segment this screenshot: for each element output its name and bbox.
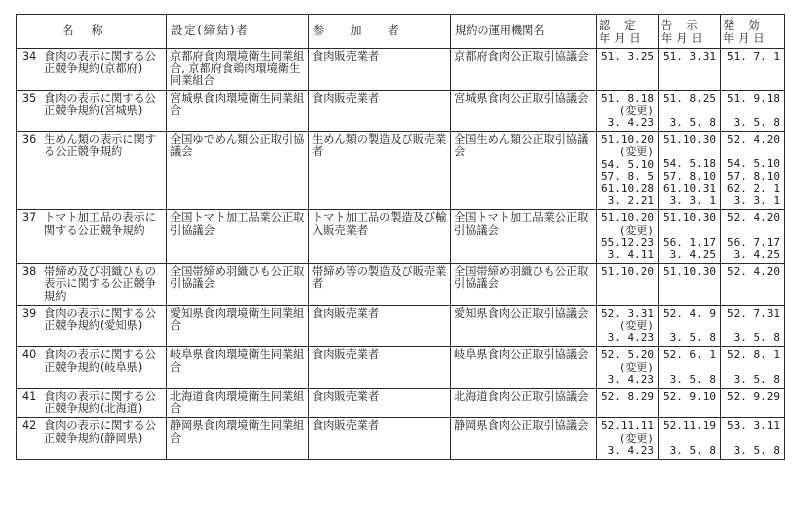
notice-date-line: 54. 5.18 xyxy=(663,157,716,171)
cell-approval-dates xyxy=(597,90,659,132)
effective-date-line: 3. 5. 8 xyxy=(733,115,780,129)
cell-establisher: 全国ゆでめん類公正取引協議会 xyxy=(167,132,309,210)
approval-date-line: 51. 3.25 xyxy=(601,50,654,63)
table-row xyxy=(17,305,785,347)
effective-date-line xyxy=(725,225,780,237)
header-name: 名称 xyxy=(17,15,167,49)
cell-participants: 食肉販売業者 xyxy=(309,49,451,91)
cell-establisher: 全国帯締め羽織ひも公正取引協議会 xyxy=(167,264,309,306)
effective-date-line: 52. 9.29 xyxy=(727,390,780,404)
notice-date-line: 3. 3. 1 xyxy=(669,194,716,208)
approval-date-line: 3. 4.23 xyxy=(607,443,654,457)
cell-participants: 食肉販売業者 xyxy=(309,347,451,389)
name-wrap xyxy=(20,93,163,117)
approval-date-line: 54. 5.10 xyxy=(601,157,654,171)
cell-effective-dates xyxy=(721,49,785,91)
row-number: 42 xyxy=(22,419,37,433)
cell-name xyxy=(17,347,167,389)
row-number: 35 xyxy=(22,91,37,105)
header-approval-top: 認定 xyxy=(599,18,650,32)
effective-date-line: 52. 4.20 xyxy=(727,265,780,279)
notice-date-line: 57. 8.10 xyxy=(663,169,716,183)
cell-notice-dates xyxy=(659,49,721,91)
cell-name xyxy=(17,418,167,460)
table-row xyxy=(17,90,785,132)
cell-name xyxy=(17,90,167,132)
approval-date-line: 3. 4.23 xyxy=(607,116,654,130)
table-row xyxy=(17,418,785,460)
approval-date-line: (変更) xyxy=(618,319,654,333)
regulation-name: 食肉の表示に関する公正競争規約(宮城県) xyxy=(44,91,156,117)
regulation-name: 食肉の表示に関する公正競争規約(愛知県) xyxy=(44,306,156,333)
cell-name xyxy=(17,132,167,210)
header-establisher: 設定(締結)者 xyxy=(167,15,309,49)
notice-date-line: 52. 9.10 xyxy=(663,390,716,404)
approval-date-line: (変更) xyxy=(618,145,654,159)
row-number: 41 xyxy=(22,390,37,404)
header-notice-bottom: 年月日 xyxy=(661,31,707,45)
cell-notice-dates xyxy=(659,210,721,264)
notice-date-line: 51. 8.25 xyxy=(663,91,716,105)
name-wrap xyxy=(20,308,163,332)
notice-date-line: 3. 5. 8 xyxy=(669,443,716,457)
row-number: 37 xyxy=(22,211,37,225)
header-participants: 参加者 xyxy=(309,15,451,49)
regulation-name: 帯締め及び羽織ひもの表示に関する公正競争規約 xyxy=(44,265,156,303)
cell-effective-dates xyxy=(721,347,785,389)
effective-date-line: 56. 7.17 xyxy=(727,235,780,249)
effective-date-line: 3. 3. 1 xyxy=(733,194,780,208)
effective-date-line: 51. 7. 1 xyxy=(727,50,780,63)
notice-date-line: 52.11.19 xyxy=(663,419,716,433)
row-number: 34 xyxy=(22,50,37,63)
table-row xyxy=(17,210,785,264)
header-effective-bottom: 年月日 xyxy=(723,31,769,45)
cell-name xyxy=(17,49,167,91)
cell-participants: 食肉販売業者 xyxy=(309,389,451,418)
cell-participants: 食肉販売業者 xyxy=(309,90,451,132)
header-effective xyxy=(721,15,785,49)
effective-date-line: 3. 5. 8 xyxy=(733,443,780,457)
cell-notice-dates xyxy=(659,264,721,306)
approval-date-line: (変更) xyxy=(618,360,654,374)
approval-date-line: 52. 5.20 xyxy=(601,348,654,362)
cell-notice-dates xyxy=(659,418,721,460)
effective-date-line: 62. 2. 1 xyxy=(727,181,780,195)
approval-date-line: (変更) xyxy=(618,103,654,117)
effective-date-line xyxy=(725,105,780,117)
approval-date-line: 51.10.20 xyxy=(601,133,654,147)
cell-notice-dates xyxy=(659,347,721,389)
row-number: 36 xyxy=(22,133,37,147)
notice-date-line: 3. 5. 8 xyxy=(669,372,716,386)
approval-date-line: 61.10.28 xyxy=(601,182,654,196)
approval-date-line: 3. 4.23 xyxy=(607,331,654,345)
cell-name xyxy=(17,210,167,264)
cell-name xyxy=(17,264,167,306)
table-row xyxy=(17,132,785,210)
table-row xyxy=(17,347,785,389)
header-notice xyxy=(659,15,721,49)
approval-date-line: (変更) xyxy=(618,431,654,445)
cell-notice-dates xyxy=(659,132,721,210)
regulation-name: 食肉の表示に関する公正競争規約(岐阜県) xyxy=(44,348,156,374)
cell-approval-dates xyxy=(597,49,659,91)
cell-participants: トマト加工品の製造及び輸入販売業者 xyxy=(309,210,451,264)
effective-date-line xyxy=(725,362,780,374)
effective-date-line: 3. 5. 8 xyxy=(733,331,780,345)
notice-date-line: 61.10.31 xyxy=(663,181,716,195)
effective-date-line: 51. 9.18 xyxy=(727,91,780,105)
cell-name xyxy=(17,389,167,418)
cell-effective-dates xyxy=(721,264,785,306)
notice-date-line: 51.10.30 xyxy=(663,265,716,279)
approval-date-line: (変更) xyxy=(618,223,654,237)
table-row xyxy=(17,264,785,306)
approval-date-line: 3. 4.11 xyxy=(607,248,654,262)
cell-operator: 岐阜県食肉公正取引協議会 xyxy=(451,347,597,389)
name-wrap xyxy=(20,420,163,444)
cell-operator: 全国帯締め羽織ひも公正取引協議会 xyxy=(451,264,597,306)
row-number: 39 xyxy=(22,306,37,320)
regulation-name: トマト加工品の表示に関する公正競争規約 xyxy=(44,211,156,237)
cell-notice-dates xyxy=(659,90,721,132)
cell-operator: 京都府食肉公正取引協議会 xyxy=(451,49,597,91)
row-number: 38 xyxy=(22,265,37,279)
notice-date-line xyxy=(663,105,716,117)
cell-effective-dates xyxy=(721,389,785,418)
cell-establisher: 北海道食肉環境衛生同業組合 xyxy=(167,389,309,418)
regulation-name: 食肉の表示に関する公正競争規約(京都府) xyxy=(44,50,156,76)
notice-date-line: 51. 3.31 xyxy=(663,50,716,63)
name-wrap xyxy=(20,349,163,373)
cell-operator: 静岡県食肉公正取引協議会 xyxy=(451,418,597,460)
cell-participants: 帯締め等の製造及び販売業者 xyxy=(309,264,451,306)
approval-date-line: 3. 4.23 xyxy=(607,372,654,386)
table-row xyxy=(17,389,785,418)
name-wrap xyxy=(20,134,163,158)
notice-date-line: 56. 1.17 xyxy=(663,235,716,249)
cell-approval-dates xyxy=(597,210,659,264)
notice-date-line: 51.10.30 xyxy=(663,211,716,225)
cell-approval-dates xyxy=(597,305,659,347)
cell-approval-dates xyxy=(597,264,659,306)
notice-date-line: 51.10.30 xyxy=(663,133,716,147)
effective-date-line: 3. 4.25 xyxy=(733,247,780,261)
cell-operator: 全国生めん類公正取引協議会 xyxy=(451,132,597,210)
effective-date-line: 52. 4.20 xyxy=(727,211,780,225)
cell-notice-dates xyxy=(659,389,721,418)
cell-effective-dates xyxy=(721,418,785,460)
regulations-table xyxy=(16,14,785,460)
cell-approval-dates xyxy=(597,418,659,460)
cell-operator: 全国トマト加工品業公正取引協議会 xyxy=(451,210,597,264)
effective-date-line: 53. 3.11 xyxy=(727,419,780,433)
effective-date-line: 52. 8. 1 xyxy=(727,348,780,362)
cell-participants: 食肉販売業者 xyxy=(309,418,451,460)
effective-date-line: 52. 7.31 xyxy=(727,306,780,320)
cell-approval-dates xyxy=(597,132,659,210)
header-approval xyxy=(597,15,659,49)
effective-date-line: 3. 5. 8 xyxy=(733,372,780,386)
cell-participants: 生めん類の製造及び販売業者 xyxy=(309,132,451,210)
cell-effective-dates xyxy=(721,210,785,264)
header-operator: 規約の運用機関名 xyxy=(451,15,597,49)
table-row xyxy=(17,49,785,91)
header-approval-bottom: 年月日 xyxy=(599,31,645,45)
notice-date-line xyxy=(663,433,716,445)
name-wrap xyxy=(20,266,163,303)
approval-date-line: 57. 8. 5 xyxy=(601,169,654,183)
row-number: 40 xyxy=(22,348,37,362)
approval-date-line: 52.11.11 xyxy=(601,419,654,433)
cell-operator: 宮城県食肉公正取引協議会 xyxy=(451,90,597,132)
cell-effective-dates xyxy=(721,132,785,210)
cell-name xyxy=(17,305,167,347)
regulation-name: 食肉の表示に関する公正競争規約(北海道) xyxy=(44,390,156,416)
notice-date-line xyxy=(663,225,716,237)
approval-date-line: 52. 3.31 xyxy=(601,306,654,320)
header-row xyxy=(17,15,785,49)
header-notice-top: 告示 xyxy=(661,18,712,32)
cell-establisher: 全国トマト加工品業公正取引協議会 xyxy=(167,210,309,264)
header-effective-top: 発効 xyxy=(723,18,774,32)
cell-establisher: 宮城県食肉環境衛生同業組合 xyxy=(167,90,309,132)
cell-operator: 愛知県食肉公正取引協議会 xyxy=(451,305,597,347)
notice-date-line: 52. 6. 1 xyxy=(663,348,716,362)
approval-date-line: 3. 2.21 xyxy=(607,194,654,208)
cell-effective-dates xyxy=(721,90,785,132)
name-wrap xyxy=(20,212,163,236)
regulation-name: 食肉の表示に関する公正競争規約(静岡県) xyxy=(44,419,156,445)
effective-date-line: 54. 5.10 xyxy=(727,157,780,171)
cell-establisher: 岐阜県食肉環境衛生同業組合 xyxy=(167,347,309,389)
cell-notice-dates xyxy=(659,305,721,347)
name-wrap xyxy=(20,391,163,415)
cell-approval-dates xyxy=(597,389,659,418)
cell-operator: 北海道食肉公正取引協議会 xyxy=(451,389,597,418)
name-wrap xyxy=(20,51,163,75)
cell-establisher: 京都府食肉環境衛生同業組合, 京都府食鶏肉環境衛生同業組合 xyxy=(167,49,309,91)
effective-date-line: 52. 4.20 xyxy=(727,133,780,147)
effective-date-line: 57. 8.10 xyxy=(727,169,780,183)
cell-establisher: 愛知県食肉環境衛生同業組合 xyxy=(167,305,309,347)
cell-establisher: 静岡県食肉環境衛生同業組合 xyxy=(167,418,309,460)
notice-date-line: 3. 4.25 xyxy=(669,247,716,261)
cell-approval-dates xyxy=(597,347,659,389)
approval-date-line: 51.10.20 xyxy=(601,265,654,279)
notice-date-line xyxy=(663,362,716,374)
cell-effective-dates xyxy=(721,305,785,347)
notice-date-line: 3. 5. 8 xyxy=(669,331,716,345)
notice-date-line: 52. 4. 9 xyxy=(663,306,716,320)
cell-participants: 食肉販売業者 xyxy=(309,305,451,347)
notice-date-line: 3. 5. 8 xyxy=(669,115,716,129)
approval-date-line: 52. 8.29 xyxy=(601,390,654,404)
regulation-name: 生めん類の表示に関する公正競争規約 xyxy=(44,133,156,159)
approval-date-line: 51.10.20 xyxy=(601,211,654,225)
approval-date-line: 51. 8.18 xyxy=(601,91,654,105)
effective-date-line xyxy=(725,433,780,445)
approval-date-line: 55.12.23 xyxy=(601,235,654,249)
